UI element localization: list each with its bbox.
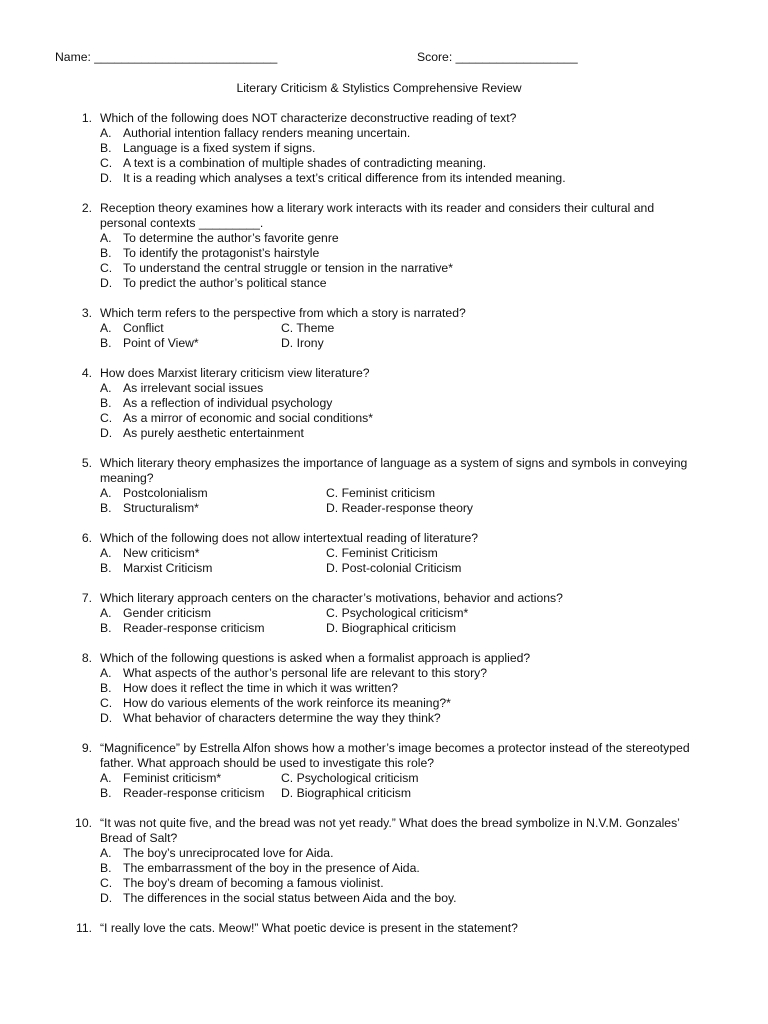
question-stem: Which of the following does not allow intertextual reading of literature? [100, 531, 479, 545]
question-11 [0, 921, 768, 936]
option-text: New criticism* [123, 546, 200, 560]
option-letter: A. [100, 486, 112, 500]
option-text-second-column: D. Irony [281, 336, 324, 350]
option-letter: C. [100, 696, 113, 710]
option-row [0, 786, 768, 801]
option-text-second-column: D. Post-colonial Criticism [326, 561, 462, 575]
question-4 [0, 366, 768, 441]
option-text: The boy’s dream of becoming a famous violinist. [123, 876, 384, 890]
option-text: Conflict [123, 321, 164, 335]
option-d [0, 426, 768, 441]
option-letter: B. [100, 861, 112, 875]
option-row [0, 771, 768, 786]
option-letter: D. [100, 171, 113, 185]
option-text: What aspects of the author’s personal life are relevant to this story? [123, 666, 488, 680]
question-9 [0, 741, 768, 801]
option-letter: A. [100, 771, 112, 785]
option-text: As a mirror of economic and social conditions* [123, 411, 373, 425]
question-list [0, 111, 768, 951]
option-text: The differences in the social status between Aida and the boy. [123, 891, 457, 905]
option-text: Language is a fixed system if signs. [123, 141, 316, 155]
option-text: To understand the central struggle or tension in the narrative* [123, 261, 453, 275]
option-text: Reader-response criticism [123, 621, 265, 635]
option-b [0, 396, 768, 411]
question-5 [0, 456, 768, 516]
option-b [0, 861, 768, 876]
question-number: 5. [81, 456, 92, 470]
option-letter: B. [100, 621, 112, 635]
option-letter: D. [100, 426, 113, 440]
question-number: 7. [81, 591, 92, 605]
option-text: The boy’s unreciprocated love for Aida. [123, 846, 334, 860]
option-c [0, 696, 768, 711]
option-a [0, 846, 768, 861]
option-letter: C. [100, 876, 113, 890]
option-d [0, 171, 768, 186]
option-b [0, 246, 768, 261]
option-letter: B. [100, 561, 112, 575]
option-b [0, 681, 768, 696]
option-letter: A. [100, 321, 112, 335]
option-text: Gender criticism [123, 606, 212, 620]
option-row [0, 321, 768, 336]
option-text-second-column: D. Biographical criticism [326, 621, 457, 635]
score-field: Score: __________________ [417, 50, 578, 64]
question-number: 9. [81, 741, 92, 755]
option-letter: A. [100, 846, 112, 860]
option-letter: B. [100, 396, 112, 410]
option-letter: A. [100, 666, 112, 680]
option-letter: A. [100, 606, 112, 620]
option-letter: D. [100, 891, 113, 905]
option-letter: B. [100, 501, 112, 515]
question-stem: “Magnificence” by Estrella Alfon shows how a mother’s image becomes a protector instead of the stereotyped father. What approach should be used to investigate this role? [100, 741, 690, 770]
question-stem: Which term refers to the perspective from which a story is narrated? [100, 306, 466, 320]
option-row [0, 336, 768, 351]
option-text: How does it reflect the time in which it was written? [123, 681, 399, 695]
option-text: Structuralism* [123, 501, 199, 515]
option-letter: B. [100, 681, 112, 695]
header-row [55, 50, 728, 66]
question-number: 6. [81, 531, 92, 545]
option-text: Marxist Criticism [123, 561, 213, 575]
option-text-second-column: C. Feminist Criticism [326, 546, 438, 560]
question-stem: Which literary theory emphasizes the importance of language as a system of signs and symbols in conveying meaning? [100, 456, 688, 485]
question-1 [0, 111, 768, 186]
option-letter: B. [100, 786, 112, 800]
question-7 [0, 591, 768, 636]
question-stem: Which literary approach centers on the character’s motivations, behavior and actions? [100, 591, 563, 605]
option-c [0, 156, 768, 171]
option-letter: B. [100, 141, 112, 155]
option-letter: D. [100, 276, 113, 290]
option-text: It is a reading which analyses a text’s critical difference from its intended meaning. [123, 171, 566, 185]
option-text: To determine the author’s favorite genre [123, 231, 339, 245]
option-row [0, 501, 768, 516]
option-row [0, 606, 768, 621]
option-letter: C. [100, 156, 113, 170]
question-6 [0, 531, 768, 576]
option-letter: C. [100, 411, 113, 425]
option-letter: D. [100, 711, 113, 725]
option-text-second-column: C. Psychological criticism* [326, 606, 469, 620]
option-a [0, 126, 768, 141]
question-number: 1. [81, 111, 92, 125]
page-title: Literary Criticism & Stylistics Comprehensive Review [236, 81, 522, 95]
option-text-second-column: C. Psychological criticism [281, 771, 419, 785]
option-text: The embarrassment of the boy in the presence of Aida. [123, 861, 420, 875]
option-a [0, 381, 768, 396]
option-a [0, 666, 768, 681]
option-letter: C. [100, 261, 113, 275]
question-stem: “It was not quite five, and the bread was not yet ready.” What does the bread symbolize in N.V.M. Gonzales’ Bread of Salt? [100, 816, 680, 845]
option-letter: B. [100, 336, 112, 350]
question-8 [0, 651, 768, 726]
name-field: Name: ___________________________ [55, 50, 278, 64]
question-stem: How does Marxist literary criticism view literature? [100, 366, 370, 380]
question-3 [0, 306, 768, 351]
question-10 [0, 816, 768, 906]
option-d [0, 711, 768, 726]
option-letter: A. [100, 381, 112, 395]
option-text-second-column: C. Feminist criticism [326, 486, 436, 500]
option-b [0, 141, 768, 156]
option-text: Reader-response criticism [123, 786, 265, 800]
option-text: To predict the author’s political stance [123, 276, 327, 290]
option-d [0, 276, 768, 291]
option-letter: A. [100, 546, 112, 560]
question-2 [0, 201, 768, 291]
question-stem: Which of the following does NOT characterize deconstructive reading of text? [100, 111, 517, 125]
option-row [0, 621, 768, 636]
option-row [0, 486, 768, 501]
option-letter: A. [100, 126, 112, 140]
option-text: As purely aesthetic entertainment [123, 426, 304, 440]
question-stem: “I really love the cats. Meow!” What poetic device is present in the statement? [100, 921, 518, 935]
option-d [0, 891, 768, 906]
question-stem: Which of the following questions is asked when a formalist approach is applied? [100, 651, 531, 665]
option-letter: B. [100, 246, 112, 260]
option-c [0, 876, 768, 891]
question-number: 3. [81, 306, 92, 320]
option-text: To identify the protagonist’s hairstyle [123, 246, 320, 260]
option-a [0, 231, 768, 246]
option-text: Point of View* [123, 336, 199, 350]
question-number: 11. [75, 921, 92, 935]
option-row [0, 546, 768, 561]
option-text: As a reflection of individual psychology [123, 396, 333, 410]
question-number: 10. [75, 816, 92, 830]
question-number: 8. [81, 651, 92, 665]
option-row [0, 561, 768, 576]
option-text: How do various elements of the work reinforce its meaning?* [123, 696, 451, 710]
option-text-second-column: D. Biographical criticism [281, 786, 412, 800]
question-stem: Reception theory examines how a literary work interacts with its reader and considers their cultural and personal contexts _________. [100, 201, 655, 230]
option-text: Postcolonialism [123, 486, 208, 500]
option-text: What behavior of characters determine the way they think? [123, 711, 441, 725]
option-letter: A. [100, 231, 112, 245]
option-text: A text is a combination of multiple shades of contradicting meaning. [123, 156, 487, 170]
question-number: 2. [81, 201, 92, 215]
question-number: 4. [81, 366, 92, 380]
option-text-second-column: C. Theme [281, 321, 335, 335]
option-text: As irrelevant social issues [123, 381, 264, 395]
option-text: Feminist criticism* [123, 771, 222, 785]
option-text: Authorial intention fallacy renders meaning uncertain. [123, 126, 411, 140]
option-text-second-column: D. Reader-response theory [326, 501, 473, 515]
option-c [0, 411, 768, 426]
option-c [0, 261, 768, 276]
